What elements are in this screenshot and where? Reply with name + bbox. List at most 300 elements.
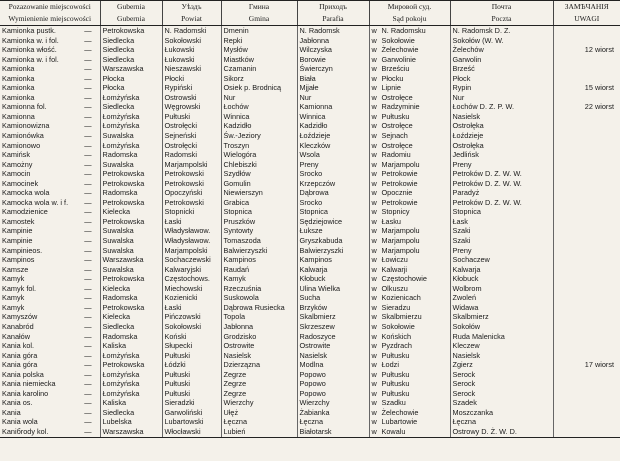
- gmina-cell: Grodzisko: [221, 332, 297, 342]
- sad-pokoju-cell: [369, 417, 450, 427]
- powiat-cell: Lubartowski: [162, 417, 221, 427]
- header-place-name: Pozazowanie miejscowości Wymienienie miejscowości: [0, 1, 100, 26]
- table-row: [0, 83, 620, 93]
- prefix-w: w: [371, 111, 377, 121]
- sad-pokoju-value: Pułtusku: [381, 350, 410, 360]
- dash-mark: —: [84, 274, 92, 284]
- place-name: Kania kol.: [2, 341, 35, 351]
- prefix-w: w: [371, 426, 377, 436]
- gubernia-cell: Petrokowska: [100, 274, 162, 284]
- parafia-cell: Ulina Wielka: [297, 284, 369, 294]
- powiat-cell: Marjampolski: [162, 160, 221, 170]
- gubernia-cell: Łomżyńska: [100, 370, 162, 380]
- place-name: Kania polska: [2, 369, 44, 379]
- uwagi-cell: [553, 236, 620, 246]
- dash-mark: —: [84, 236, 92, 246]
- table-row: [0, 102, 620, 112]
- table-row: [0, 332, 620, 342]
- powiat-cell: Częstochows.: [162, 274, 221, 284]
- dash-mark: —: [84, 92, 92, 102]
- prefix-w: w: [371, 283, 377, 293]
- sad-pokoju-value: Stopnicy: [381, 207, 410, 217]
- poczta-cell: Sokołów (W. W.: [450, 36, 553, 46]
- prefix-w: w: [371, 417, 377, 427]
- dash-mark: —: [84, 216, 92, 226]
- table-row: [0, 160, 620, 170]
- dash-mark: —: [84, 379, 92, 389]
- gubernia-cell: Siedlecka: [100, 408, 162, 418]
- parafia-cell: Popowo: [297, 379, 369, 389]
- sad-pokoju-value: Marjampolu: [381, 245, 420, 255]
- gmina-cell: Wielogóra: [221, 150, 297, 160]
- parafia-cell: Skalbmierz: [297, 312, 369, 322]
- prefix-w: w: [371, 388, 377, 398]
- header-poczta: Почта Poczta: [450, 1, 553, 26]
- gmina-cell: Winnica: [221, 112, 297, 122]
- sad-pokoju-value: Pułtusku: [381, 369, 410, 379]
- sad-pokoju-value: Sieradzu: [381, 302, 411, 312]
- uwagi-cell: [553, 341, 620, 351]
- dash-mark: —: [84, 102, 92, 112]
- prefix-w: w: [371, 197, 377, 207]
- dash-mark: —: [84, 45, 92, 55]
- prefix-w: w: [371, 264, 377, 274]
- place-name: Kampinieos.: [2, 245, 43, 255]
- gubernia-cell: Suwalska: [100, 265, 162, 275]
- prefix-w: w: [371, 341, 377, 351]
- sad-pokoju-cell: [369, 427, 450, 437]
- place-name-cell: [0, 150, 100, 160]
- parafia-cell: Kalwarja: [297, 265, 369, 275]
- powiat-cell: N. Radomski: [162, 26, 221, 36]
- uwagi-cell: [553, 274, 620, 284]
- prefix-w: w: [371, 64, 377, 74]
- prefix-w: w: [371, 274, 377, 284]
- prefix-w: w: [371, 293, 377, 303]
- gmina-cell: Sikorz: [221, 74, 297, 84]
- poczta-cell: Zgierz: [450, 360, 553, 370]
- sad-pokoju-cell: [369, 74, 450, 84]
- uwagi-cell: [553, 198, 620, 208]
- gubernia-cell: Warszawska: [100, 64, 162, 74]
- sad-pokoju-value: Ostrołęce: [381, 92, 413, 102]
- place-name-cell: [0, 188, 100, 198]
- place-name-cell: [0, 312, 100, 322]
- poczta-cell: Płock: [450, 74, 553, 84]
- sad-pokoju-cell: [369, 408, 450, 418]
- sad-pokoju-cell: [369, 141, 450, 151]
- powiat-cell: Sochaczewski: [162, 255, 221, 265]
- place-name: Kania góra: [2, 360, 38, 370]
- prefix-w: w: [371, 54, 377, 64]
- uwagi-cell: 22 wiorst: [553, 102, 620, 112]
- parafia-cell: Kłobuck: [297, 274, 369, 284]
- gmina-cell: Nur: [221, 93, 297, 103]
- place-name: Kamyk: [2, 302, 25, 312]
- table-row: [0, 64, 620, 74]
- parafia-cell: Łukszе: [297, 226, 369, 236]
- sad-pokoju-cell: [369, 322, 450, 332]
- sad-pokoju-value: Częstochowie: [381, 274, 427, 284]
- gubernia-cell: Kielecka: [100, 207, 162, 217]
- poczta-cell: Zwoleń: [450, 293, 553, 303]
- powiat-cell: Pułtuski: [162, 112, 221, 122]
- place-name-cell: [0, 102, 100, 112]
- dash-mark: —: [84, 350, 92, 360]
- sad-pokoju-cell: [369, 207, 450, 217]
- sad-pokoju-cell: [369, 226, 450, 236]
- poczta-cell: Ostrołęka: [450, 121, 553, 131]
- sad-pokoju-cell: [369, 303, 450, 313]
- uwagi-cell: [553, 370, 620, 380]
- parafia-cell: Srocko: [297, 198, 369, 208]
- gubernia-cell: Siedlecka: [100, 55, 162, 65]
- gmina-cell: Dmenin: [221, 26, 297, 36]
- place-name-cell: [0, 274, 100, 284]
- gmina-cell: Jabłonna: [221, 322, 297, 332]
- dash-mark: —: [84, 111, 92, 121]
- table-row: [0, 121, 620, 131]
- powiat-cell: Słupecki: [162, 341, 221, 351]
- prefix-w: w: [371, 45, 377, 55]
- dash-mark: —: [84, 150, 92, 160]
- prefix-w: w: [371, 159, 377, 169]
- place-name: Kamyszów: [2, 312, 38, 322]
- parafia-cell: Wilczyska: [297, 45, 369, 55]
- sad-pokoju-cell: [369, 398, 450, 408]
- gubernia-cell: Petrokowska: [100, 198, 162, 208]
- prefix-w: w: [371, 92, 377, 102]
- gmina-cell: Topola: [221, 312, 297, 322]
- gmina-cell: Łęczna: [221, 417, 297, 427]
- parafia-cell: Jabłonna: [297, 36, 369, 46]
- poczta-cell: Brześć: [450, 64, 553, 74]
- place-name-cell: [0, 169, 100, 179]
- prefix-w: w: [371, 169, 377, 179]
- uwagi-cell: [553, 169, 620, 179]
- sad-pokoju-cell: [369, 255, 450, 265]
- uwagi-cell: [553, 74, 620, 84]
- gmina-cell: Nasielsk: [221, 351, 297, 361]
- poczta-cell: Nur: [450, 93, 553, 103]
- table-row: [0, 427, 620, 437]
- powiat-cell: Łaski: [162, 303, 221, 313]
- place-name: Kamocin: [2, 169, 31, 179]
- table-row: [0, 226, 620, 236]
- gubernia-cell: Radomska: [100, 293, 162, 303]
- powiat-cell: Petrokowski: [162, 179, 221, 189]
- header-parafia: Приходъ Parafia: [297, 1, 369, 26]
- table-row: [0, 322, 620, 332]
- parafia-cell: Borowie: [297, 55, 369, 65]
- place-name: Kania wola: [2, 417, 38, 427]
- table-row: [0, 26, 620, 36]
- place-name: Kamionka: [2, 73, 35, 83]
- parafia-cell: Białotarsk: [297, 427, 369, 437]
- gubernia-cell: Siedlecka: [100, 45, 162, 55]
- uwagi-cell: [553, 121, 620, 131]
- sad-pokoju-value: Garwolinie: [381, 54, 416, 64]
- powiat-cell: Marjampolski: [162, 246, 221, 256]
- powiat-cell: Opoczyński: [162, 188, 221, 198]
- parafia-cell: Łęczna: [297, 417, 369, 427]
- dash-mark: —: [84, 360, 92, 370]
- gubernia-cell: Suwalska: [100, 160, 162, 170]
- place-name-cell: [0, 351, 100, 361]
- powiat-cell: Petrokowski: [162, 198, 221, 208]
- place-name-cell: [0, 55, 100, 65]
- parafia-cell: Sędziejowice: [297, 217, 369, 227]
- sad-pokoju-cell: [369, 26, 450, 36]
- gmina-cell: Rzeczuśnia: [221, 284, 297, 294]
- sad-pokoju-value: N. Radomsku: [381, 26, 426, 35]
- sad-pokoju-value: Szadku: [381, 398, 406, 408]
- sad-pokoju-value: Końskich: [381, 331, 412, 341]
- dash-mark: —: [84, 407, 92, 417]
- place-name-cell: [0, 379, 100, 389]
- sad-pokoju-value: Łasku: [381, 216, 401, 226]
- gmina-cell: Zegrze: [221, 370, 297, 380]
- prefix-w: w: [371, 216, 377, 226]
- sad-pokoju-cell: [369, 293, 450, 303]
- place-name: Kampinie: [2, 226, 33, 236]
- poczta-cell: Sokołów: [450, 322, 553, 332]
- place-name-cell: [0, 45, 100, 55]
- sad-pokoju-value: Pyzdrach: [381, 341, 412, 351]
- gmina-cell: Kamyk: [221, 274, 297, 284]
- powiat-cell: Rypiński: [162, 83, 221, 93]
- prefix-w: w: [371, 312, 377, 322]
- dash-mark: —: [84, 226, 92, 236]
- dash-mark: —: [84, 264, 92, 274]
- parafia-cell: Skrzeszew: [297, 322, 369, 332]
- poczta-cell: Serock: [450, 389, 553, 399]
- place-name-cell: [0, 141, 100, 151]
- place-name-cell: [0, 398, 100, 408]
- powiat-cell: Pińczowski: [162, 312, 221, 322]
- sad-pokoju-cell: [369, 179, 450, 189]
- gmina-cell: Niewierszyn: [221, 188, 297, 198]
- poczta-cell: Wolbrom: [450, 284, 553, 294]
- dash-mark: —: [84, 64, 92, 74]
- sad-pokoju-value: Brześciu: [381, 64, 410, 74]
- gubernia-cell: Suwalska: [100, 226, 162, 236]
- poczta-cell: Garwolin: [450, 55, 553, 65]
- sad-pokoju-value: Pułtusku: [381, 388, 410, 398]
- poczta-cell: Szadek: [450, 398, 553, 408]
- uwagi-cell: [553, 207, 620, 217]
- place-name: Kamionka włość.: [2, 45, 57, 55]
- parafia-cell: N. Radomsk: [297, 26, 369, 36]
- place-name-cell: [0, 303, 100, 313]
- gmina-cell: Mysłów: [221, 45, 297, 55]
- prefix-w: w: [371, 226, 377, 236]
- table-row: [0, 303, 620, 313]
- poczta-cell: Paradyż: [450, 188, 553, 198]
- sad-pokoju-cell: [369, 389, 450, 399]
- place-name: Kania niemiecka: [2, 379, 56, 389]
- table-row: [0, 274, 620, 284]
- gubernia-cell: Łomżyńska: [100, 379, 162, 389]
- powiat-cell: Pułtuski: [162, 389, 221, 399]
- sad-pokoju-value: Petrokowie: [381, 178, 418, 188]
- gmina-cell: Ostrowite: [221, 341, 297, 351]
- prefix-w: w: [371, 140, 377, 150]
- gmina-cell: Lubień: [221, 427, 297, 437]
- place-name: Kamocinek: [2, 178, 39, 188]
- gubernia-cell: Łomżyńska: [100, 351, 162, 361]
- sad-pokoju-value: Ostrołęce: [381, 121, 413, 131]
- parafia-cell: Żabianka: [297, 408, 369, 418]
- powiat-cell: Pułtuski: [162, 379, 221, 389]
- table-row: [0, 360, 620, 370]
- poczta-cell: Petroków D. Z. W. W.: [450, 169, 553, 179]
- gmina-cell: Tomaszoda: [221, 236, 297, 246]
- gubernia-cell: Radomska: [100, 188, 162, 198]
- powiat-cell: Władysławow.: [162, 226, 221, 236]
- sad-pokoju-value: Lipnie: [381, 83, 401, 93]
- parafia-cell: Brzyków: [297, 303, 369, 313]
- header-powiat: Уѣздъ Powiat: [162, 1, 221, 26]
- sad-pokoju-cell: [369, 265, 450, 275]
- place-name: Kania os.: [2, 398, 33, 408]
- table-row: [0, 74, 620, 84]
- sad-pokoju-value: Płocku: [381, 73, 404, 83]
- uwagi-cell: 12 wiorst: [553, 45, 620, 55]
- sad-pokoju-value: Kozienicach: [381, 293, 421, 303]
- parafia-cell: Kleczków: [297, 141, 369, 151]
- prefix-w: w: [371, 321, 377, 331]
- sad-pokoju-value: Łodzi: [381, 360, 399, 370]
- place-name: Kaniбrody kol.: [2, 426, 49, 436]
- parafia-cell: Nasielsk: [297, 351, 369, 361]
- parafia-cell: Ostrowite: [297, 341, 369, 351]
- parafia-cell: Srocko: [297, 169, 369, 179]
- gmina-cell: Wierzchy: [221, 398, 297, 408]
- powiat-cell: Ostrołęcki: [162, 121, 221, 131]
- uwagi-cell: [553, 188, 620, 198]
- uwagi-cell: [553, 26, 620, 36]
- prefix-w: w: [371, 102, 377, 112]
- table-row: [0, 131, 620, 141]
- uwagi-cell: [553, 427, 620, 437]
- gmina-cell: Gomulin: [221, 179, 297, 189]
- uwagi-cell: [553, 179, 620, 189]
- gubernia-cell: Petrokowska: [100, 179, 162, 189]
- gubernia-cell: Petrokowska: [100, 169, 162, 179]
- sad-pokoju-cell: [369, 83, 450, 93]
- dash-mark: —: [84, 159, 92, 169]
- sad-pokoju-cell: [369, 121, 450, 131]
- gmina-cell: Kadzidło: [221, 121, 297, 131]
- gmina-cell: Szydłów: [221, 169, 297, 179]
- parafia-cell: Balwierzyszki: [297, 246, 369, 256]
- gmina-cell: Dąbrowa Rusiecka: [221, 303, 297, 313]
- place-name: Kamożny: [2, 159, 33, 169]
- gmina-cell: Dzierzązna: [221, 360, 297, 370]
- place-name-cell: [0, 74, 100, 84]
- place-name-cell: [0, 265, 100, 275]
- gmina-cell: Grabica: [221, 198, 297, 208]
- parafia-cell: Radoszyce: [297, 332, 369, 342]
- powiat-cell: Pułtuski: [162, 370, 221, 380]
- powiat-cell: Włocławski: [162, 427, 221, 437]
- table-row: [0, 112, 620, 122]
- parafia-cell: Świerczyn: [297, 64, 369, 74]
- uwagi-cell: [553, 112, 620, 122]
- place-name: Kamionka w. i fol.: [2, 35, 59, 45]
- place-name: Kamionka pustk.: [2, 26, 56, 35]
- poczta-cell: Łoździeje: [450, 131, 553, 141]
- powiat-cell: Kalwaryjski: [162, 265, 221, 275]
- gmina-cell: Miastków: [221, 55, 297, 65]
- gubernia-cell: Petrokowska: [100, 217, 162, 227]
- uwagi-cell: [553, 312, 620, 322]
- sad-pokoju-value: Petrokowie: [381, 197, 418, 207]
- sad-pokoju-cell: [369, 112, 450, 122]
- place-name: Kamionowo: [2, 140, 41, 150]
- sad-pokoju-value: Marjampolu: [381, 226, 420, 236]
- poczta-cell: Ruda Malenicka: [450, 332, 553, 342]
- dash-mark: —: [84, 73, 92, 83]
- poczta-cell: Łęczna: [450, 417, 553, 427]
- dash-mark: —: [84, 321, 92, 331]
- table-row: [0, 236, 620, 246]
- uwagi-cell: [553, 226, 620, 236]
- gubernia-cell: Siedlecka: [100, 102, 162, 112]
- table-row: [0, 379, 620, 389]
- sad-pokoju-cell: [369, 55, 450, 65]
- place-name: Kamocka wola w. i f.: [2, 197, 69, 207]
- dash-mark: —: [84, 207, 92, 217]
- sad-pokoju-cell: [369, 236, 450, 246]
- powiat-cell: Węgrowski: [162, 102, 221, 112]
- table-header: [0, 1, 620, 26]
- gubernia-cell: Warszawska: [100, 255, 162, 265]
- sad-pokoju-cell: [369, 198, 450, 208]
- gubernia-cell: Lubelska: [100, 417, 162, 427]
- poczta-cell: Sochaczew: [450, 255, 553, 265]
- place-name-cell: [0, 427, 100, 437]
- dash-mark: —: [84, 169, 92, 179]
- powiat-cell: Płocki: [162, 74, 221, 84]
- uwagi-cell: [553, 131, 620, 141]
- place-name: Kamionka w. i fol.: [2, 54, 59, 64]
- powiat-cell: Łaski: [162, 217, 221, 227]
- sad-pokoju-value: Ostrołęce: [381, 140, 413, 150]
- dash-mark: —: [84, 398, 92, 408]
- prefix-w: w: [371, 331, 377, 341]
- prefix-w: w: [371, 398, 377, 408]
- sad-pokoju-value: Łowiczu: [381, 255, 408, 265]
- uwagi-cell: [553, 255, 620, 265]
- uwagi-cell: [553, 303, 620, 313]
- place-name: Kamińsk: [2, 150, 30, 160]
- uwagi-cell: [553, 322, 620, 332]
- prefix-w: w: [371, 178, 377, 188]
- prefix-w: w: [371, 150, 377, 160]
- gubernia-cell: Łomżyńska: [100, 112, 162, 122]
- header-sad-pokoju: Мировой суд. Sąd pokoju: [369, 1, 450, 26]
- poczta-cell: Nasielsk: [450, 351, 553, 361]
- place-name: Kamyk: [2, 293, 25, 303]
- table-row: [0, 284, 620, 294]
- uwagi-cell: [553, 417, 620, 427]
- gubernia-cell: Kaliska: [100, 398, 162, 408]
- table-row: [0, 341, 620, 351]
- sad-pokoju-value: Żelechowie: [381, 45, 419, 55]
- header-uwagi: ЗАМѢЧАНІЯ UWAGI: [553, 1, 620, 26]
